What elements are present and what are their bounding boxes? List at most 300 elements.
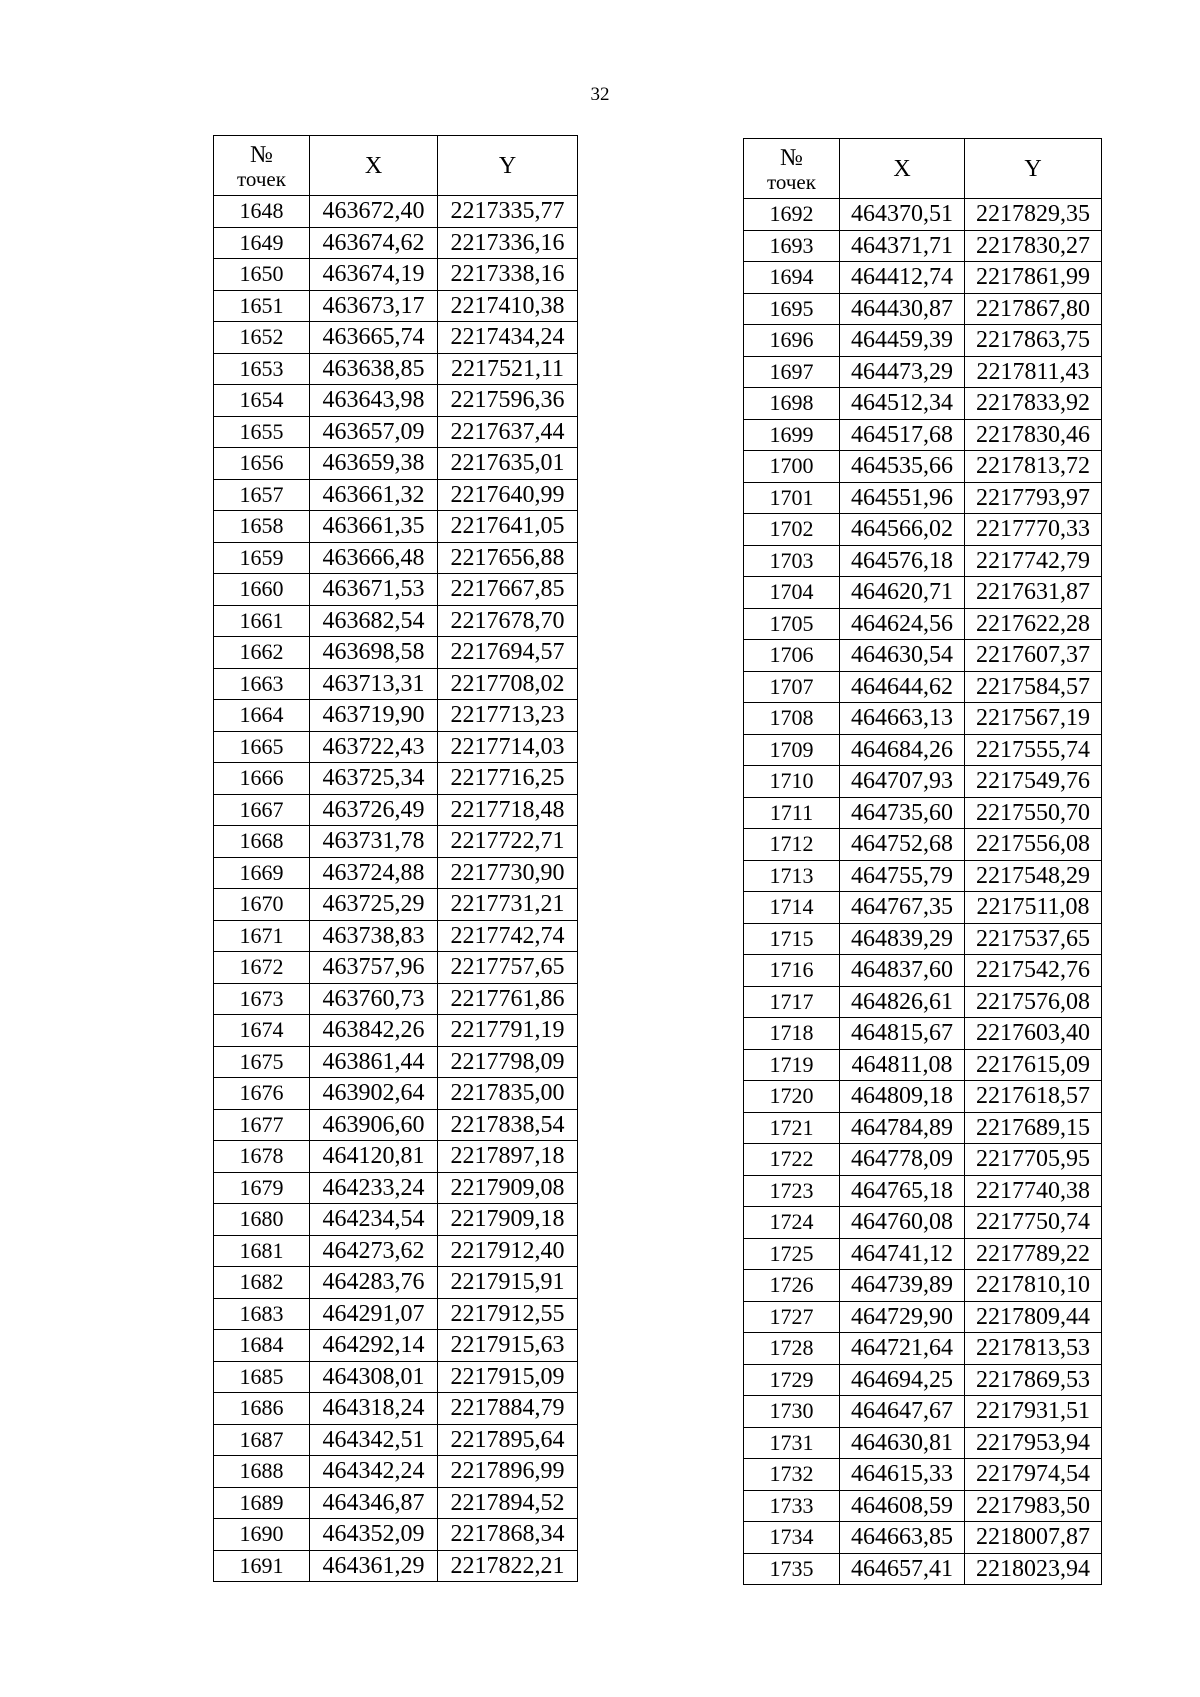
x-coordinate-cell: 463725,34: [310, 763, 438, 795]
y-coordinate-cell: 2217556,08: [965, 829, 1102, 861]
y-coordinate-cell: 2217770,33: [965, 514, 1102, 546]
table-row: [744, 1522, 1102, 1554]
table-row: [744, 388, 1102, 420]
y-coordinate-cell: 2217809,44: [965, 1301, 1102, 1333]
x-coordinate-cell: 464512,34: [840, 388, 965, 420]
point-number-cell: 1677: [214, 1109, 310, 1141]
point-number-cell: 1726: [744, 1270, 840, 1302]
table-row: [214, 416, 578, 448]
point-number-cell: 1735: [744, 1553, 840, 1585]
point-number-cell: 1711: [744, 797, 840, 829]
table-row: [744, 1049, 1102, 1081]
x-coordinate-cell: 463672,40: [310, 196, 438, 228]
x-coordinate-cell: 464739,89: [840, 1270, 965, 1302]
x-coordinate-cell: 463673,17: [310, 290, 438, 322]
y-coordinate-cell: 2217667,85: [438, 574, 578, 606]
point-number-cell: 1659: [214, 542, 310, 574]
point-number-cell: 1675: [214, 1046, 310, 1078]
x-coordinate-cell: 464741,12: [840, 1238, 965, 1270]
x-coordinate-cell: 463661,32: [310, 479, 438, 511]
point-number-cell: 1667: [214, 794, 310, 826]
table-row: [744, 734, 1102, 766]
point-number-cell: 1703: [744, 545, 840, 577]
x-coordinate-cell: 464809,18: [840, 1081, 965, 1113]
header-point-number: [744, 139, 840, 199]
table-row: [214, 259, 578, 291]
table-row: [744, 1018, 1102, 1050]
x-coordinate-cell: 464784,89: [840, 1112, 965, 1144]
y-coordinate-cell: 2217811,43: [965, 356, 1102, 388]
point-number-cell: 1713: [744, 860, 840, 892]
point-number-cell: 1681: [214, 1235, 310, 1267]
point-number-cell: 1684: [214, 1330, 310, 1362]
table-row: [214, 983, 578, 1015]
table-row: [744, 230, 1102, 262]
table-row: [744, 514, 1102, 546]
x-coordinate-cell: 464729,90: [840, 1301, 965, 1333]
point-number-cell: 1655: [214, 416, 310, 448]
y-coordinate-cell: 2217742,74: [438, 920, 578, 952]
table-row: [214, 322, 578, 354]
table-row: [744, 797, 1102, 829]
point-number-cell: 1707: [744, 671, 840, 703]
table-row: [744, 1175, 1102, 1207]
y-coordinate-cell: 2217576,08: [965, 986, 1102, 1018]
x-coordinate-cell: 463674,19: [310, 259, 438, 291]
table-row: [214, 1424, 578, 1456]
y-coordinate-cell: 2217434,24: [438, 322, 578, 354]
x-coordinate-cell: 463842,26: [310, 1015, 438, 1047]
y-coordinate-cell: 2217722,71: [438, 826, 578, 858]
point-number-cell: 1683: [214, 1298, 310, 1330]
table-row: [744, 1553, 1102, 1585]
point-number-cell: 1650: [214, 259, 310, 291]
y-coordinate-cell: 2217336,16: [438, 227, 578, 259]
x-coordinate-cell: 464273,62: [310, 1235, 438, 1267]
x-coordinate-cell: 463722,43: [310, 731, 438, 763]
table-row: [214, 1204, 578, 1236]
y-coordinate-cell: 2217829,35: [965, 199, 1102, 231]
point-number-cell: 1721: [744, 1112, 840, 1144]
y-coordinate-cell: 2217730,90: [438, 857, 578, 889]
point-number-cell: 1706: [744, 640, 840, 672]
table-row: [744, 1396, 1102, 1428]
table-row: [214, 511, 578, 543]
x-coordinate-cell: 464283,76: [310, 1267, 438, 1299]
y-coordinate-cell: 2217983,50: [965, 1490, 1102, 1522]
point-number-cell: 1720: [744, 1081, 840, 1113]
point-number-cell: 1717: [744, 986, 840, 1018]
point-number-cell: 1660: [214, 574, 310, 606]
table-row: [214, 700, 578, 732]
y-coordinate-cell: 2217894,52: [438, 1487, 578, 1519]
point-number-cell: 1664: [214, 700, 310, 732]
table-row: [744, 703, 1102, 735]
x-coordinate-cell: 464647,67: [840, 1396, 965, 1428]
y-coordinate-cell: 2217550,70: [965, 797, 1102, 829]
y-coordinate-cell: 2217896,99: [438, 1456, 578, 1488]
x-coordinate-cell: 464615,33: [840, 1459, 965, 1491]
point-number-cell: 1725: [744, 1238, 840, 1270]
table-row: [214, 353, 578, 385]
y-coordinate-cell: 2217863,75: [965, 325, 1102, 357]
table-row: [744, 419, 1102, 451]
table-row: [744, 829, 1102, 861]
page-number: 32: [590, 84, 610, 105]
point-number-cell: 1727: [744, 1301, 840, 1333]
y-coordinate-cell: 2217813,53: [965, 1333, 1102, 1365]
table-header-row: [744, 139, 1102, 199]
point-number-cell: 1672: [214, 952, 310, 984]
y-coordinate-cell: 2218007,87: [965, 1522, 1102, 1554]
y-coordinate-cell: 2217915,91: [438, 1267, 578, 1299]
table-row: [214, 574, 578, 606]
header-x: X: [310, 136, 438, 196]
x-coordinate-cell: 463902,64: [310, 1078, 438, 1110]
y-coordinate-cell: 2217537,65: [965, 923, 1102, 955]
header-y: Y: [438, 136, 578, 196]
x-coordinate-cell: 464342,51: [310, 1424, 438, 1456]
table-row: [214, 1298, 578, 1330]
y-coordinate-cell: 2217335,77: [438, 196, 578, 228]
table-row: [214, 1267, 578, 1299]
table-row: [214, 1550, 578, 1582]
y-coordinate-cell: 2217716,25: [438, 763, 578, 795]
point-number-cell: 1662: [214, 637, 310, 669]
x-coordinate-cell: 464620,71: [840, 577, 965, 609]
x-coordinate-cell: 463713,31: [310, 668, 438, 700]
x-coordinate-cell: 463726,49: [310, 794, 438, 826]
table-row: [214, 1015, 578, 1047]
table-row: [214, 1235, 578, 1267]
y-coordinate-cell: 2218023,94: [965, 1553, 1102, 1585]
table-row: [744, 1459, 1102, 1491]
point-number-cell: 1658: [214, 511, 310, 543]
y-coordinate-cell: 2217931,51: [965, 1396, 1102, 1428]
x-coordinate-cell: 464760,08: [840, 1207, 965, 1239]
x-coordinate-cell: 464551,96: [840, 482, 965, 514]
y-coordinate-cell: 2217912,40: [438, 1235, 578, 1267]
table-row: [214, 479, 578, 511]
y-coordinate-cell: 2217596,36: [438, 385, 578, 417]
x-coordinate-cell: 464430,87: [840, 293, 965, 325]
header-number-symbol: №: [250, 141, 273, 168]
point-number-cell: 1651: [214, 290, 310, 322]
x-coordinate-cell: 464663,85: [840, 1522, 965, 1554]
table-row: [214, 1393, 578, 1425]
table-row: [744, 640, 1102, 672]
table-header-row: [214, 136, 578, 196]
point-number-cell: 1694: [744, 262, 840, 294]
table-row: [214, 731, 578, 763]
point-number-cell: 1663: [214, 668, 310, 700]
table-row: [744, 451, 1102, 483]
point-number-cell: 1688: [214, 1456, 310, 1488]
table-row: [214, 448, 578, 480]
x-coordinate-cell: 463682,54: [310, 605, 438, 637]
x-coordinate-cell: 464663,13: [840, 703, 965, 735]
y-coordinate-cell: 2217915,63: [438, 1330, 578, 1362]
x-coordinate-cell: 463861,44: [310, 1046, 438, 1078]
table-row: [214, 605, 578, 637]
y-coordinate-cell: 2217631,87: [965, 577, 1102, 609]
y-coordinate-cell: 2217838,54: [438, 1109, 578, 1141]
point-number-cell: 1665: [214, 731, 310, 763]
table-row: [744, 986, 1102, 1018]
table-row: [744, 766, 1102, 798]
x-coordinate-cell: 463698,58: [310, 637, 438, 669]
x-coordinate-cell: 464576,18: [840, 545, 965, 577]
y-coordinate-cell: 2217791,19: [438, 1015, 578, 1047]
point-number-cell: 1678: [214, 1141, 310, 1173]
table-row: [744, 671, 1102, 703]
point-number-cell: 1701: [744, 482, 840, 514]
x-coordinate-cell: 464233,24: [310, 1172, 438, 1204]
table-row: [744, 1427, 1102, 1459]
y-coordinate-cell: 2217338,16: [438, 259, 578, 291]
x-coordinate-cell: 464566,02: [840, 514, 965, 546]
x-coordinate-cell: 464292,14: [310, 1330, 438, 1362]
point-number-cell: 1719: [744, 1049, 840, 1081]
point-number-cell: 1705: [744, 608, 840, 640]
point-number-cell: 1666: [214, 763, 310, 795]
table-row: [214, 889, 578, 921]
point-number-cell: 1724: [744, 1207, 840, 1239]
x-coordinate-cell: 464630,81: [840, 1427, 965, 1459]
table-row: [214, 1519, 578, 1551]
point-number-cell: 1693: [744, 230, 840, 262]
point-number-cell: 1714: [744, 892, 840, 924]
y-coordinate-cell: 2217731,21: [438, 889, 578, 921]
x-coordinate-cell: 464291,07: [310, 1298, 438, 1330]
table-row: [744, 1333, 1102, 1365]
x-coordinate-cell: 464535,66: [840, 451, 965, 483]
table-row: [744, 577, 1102, 609]
point-number-cell: 1682: [214, 1267, 310, 1299]
y-coordinate-cell: 2217622,28: [965, 608, 1102, 640]
table-row: [744, 955, 1102, 987]
table-row: [744, 262, 1102, 294]
y-coordinate-cell: 2217869,53: [965, 1364, 1102, 1396]
x-coordinate-cell: 463666,48: [310, 542, 438, 574]
x-coordinate-cell: 464473,29: [840, 356, 965, 388]
point-number-cell: 1652: [214, 322, 310, 354]
table-row: [214, 196, 578, 228]
y-coordinate-cell: 2217909,08: [438, 1172, 578, 1204]
x-coordinate-cell: 463661,35: [310, 511, 438, 543]
point-number-cell: 1733: [744, 1490, 840, 1522]
point-number-cell: 1710: [744, 766, 840, 798]
table-row: [214, 1078, 578, 1110]
point-number-cell: 1698: [744, 388, 840, 420]
table-row: [744, 293, 1102, 325]
point-number-cell: 1702: [744, 514, 840, 546]
x-coordinate-cell: 464517,68: [840, 419, 965, 451]
x-coordinate-cell: 463760,73: [310, 983, 438, 1015]
y-coordinate-cell: 2217511,08: [965, 892, 1102, 924]
x-coordinate-cell: 464459,39: [840, 325, 965, 357]
x-coordinate-cell: 464721,64: [840, 1333, 965, 1365]
y-coordinate-cell: 2217953,94: [965, 1427, 1102, 1459]
table-row: [744, 356, 1102, 388]
table-row: [214, 637, 578, 669]
x-coordinate-cell: 464657,41: [840, 1553, 965, 1585]
x-coordinate-cell: 464811,08: [840, 1049, 965, 1081]
x-coordinate-cell: 464694,25: [840, 1364, 965, 1396]
y-coordinate-cell: 2217810,10: [965, 1270, 1102, 1302]
y-coordinate-cell: 2217742,79: [965, 545, 1102, 577]
table-row: [214, 826, 578, 858]
point-number-cell: 1648: [214, 196, 310, 228]
y-coordinate-cell: 2217912,55: [438, 1298, 578, 1330]
point-number-cell: 1722: [744, 1144, 840, 1176]
y-coordinate-cell: 2217793,97: [965, 482, 1102, 514]
point-number-cell: 1685: [214, 1361, 310, 1393]
y-coordinate-cell: 2217410,38: [438, 290, 578, 322]
y-coordinate-cell: 2217714,03: [438, 731, 578, 763]
x-coordinate-cell: 463657,09: [310, 416, 438, 448]
y-coordinate-cell: 2217867,80: [965, 293, 1102, 325]
point-number-cell: 1689: [214, 1487, 310, 1519]
table-row: [744, 1238, 1102, 1270]
point-number-cell: 1734: [744, 1522, 840, 1554]
y-coordinate-cell: 2217549,76: [965, 766, 1102, 798]
x-coordinate-cell: 463665,74: [310, 322, 438, 354]
table-row: [744, 199, 1102, 231]
table-row: [744, 1207, 1102, 1239]
x-coordinate-cell: 464837,60: [840, 955, 965, 987]
point-number-cell: 1673: [214, 983, 310, 1015]
y-coordinate-cell: 2217909,18: [438, 1204, 578, 1236]
header-point-number: [214, 136, 310, 196]
y-coordinate-cell: 2217713,23: [438, 700, 578, 732]
point-number-cell: 1732: [744, 1459, 840, 1491]
y-coordinate-cell: 2217718,48: [438, 794, 578, 826]
x-coordinate-cell: 464370,51: [840, 199, 965, 231]
x-coordinate-cell: 464371,71: [840, 230, 965, 262]
x-coordinate-cell: 464346,87: [310, 1487, 438, 1519]
point-number-cell: 1669: [214, 857, 310, 889]
y-coordinate-cell: 2217740,38: [965, 1175, 1102, 1207]
y-coordinate-cell: 2217813,72: [965, 451, 1102, 483]
header-number-symbol: №: [780, 144, 803, 171]
table-row: [744, 545, 1102, 577]
table-row: [744, 860, 1102, 892]
coordinates-table-right: [743, 138, 1102, 1585]
point-number-cell: 1700: [744, 451, 840, 483]
point-number-cell: 1670: [214, 889, 310, 921]
y-coordinate-cell: 2217548,29: [965, 860, 1102, 892]
y-coordinate-cell: 2217897,18: [438, 1141, 578, 1173]
y-coordinate-cell: 2217689,15: [965, 1112, 1102, 1144]
y-coordinate-cell: 2217861,99: [965, 262, 1102, 294]
y-coordinate-cell: 2217615,09: [965, 1049, 1102, 1081]
table-row: [214, 542, 578, 574]
table-row: [744, 892, 1102, 924]
y-coordinate-cell: 2217895,64: [438, 1424, 578, 1456]
point-number-cell: 1680: [214, 1204, 310, 1236]
y-coordinate-cell: 2217607,37: [965, 640, 1102, 672]
table-row: [744, 1144, 1102, 1176]
x-coordinate-cell: 464752,68: [840, 829, 965, 861]
point-number-cell: 1699: [744, 419, 840, 451]
y-coordinate-cell: 2217915,09: [438, 1361, 578, 1393]
x-coordinate-cell: 464630,54: [840, 640, 965, 672]
table-row: [214, 668, 578, 700]
y-coordinate-cell: 2217637,44: [438, 416, 578, 448]
table-row: [214, 1172, 578, 1204]
x-coordinate-cell: 464778,09: [840, 1144, 965, 1176]
x-coordinate-cell: 463659,38: [310, 448, 438, 480]
x-coordinate-cell: 464342,24: [310, 1456, 438, 1488]
table-row: [744, 608, 1102, 640]
y-coordinate-cell: 2217521,11: [438, 353, 578, 385]
point-number-cell: 1691: [214, 1550, 310, 1582]
point-number-cell: 1731: [744, 1427, 840, 1459]
coordinates-table-left: [213, 135, 578, 1582]
y-coordinate-cell: 2217757,65: [438, 952, 578, 984]
y-coordinate-cell: 2217761,86: [438, 983, 578, 1015]
x-coordinate-cell: 463724,88: [310, 857, 438, 889]
point-number-cell: 1730: [744, 1396, 840, 1428]
table-row: [744, 1301, 1102, 1333]
y-coordinate-cell: 2217835,00: [438, 1078, 578, 1110]
y-coordinate-cell: 2217705,95: [965, 1144, 1102, 1176]
table-row: [214, 1361, 578, 1393]
table-row: [744, 1490, 1102, 1522]
table-row: [214, 1330, 578, 1362]
point-number-cell: 1679: [214, 1172, 310, 1204]
table-row: [214, 290, 578, 322]
point-number-cell: 1695: [744, 293, 840, 325]
x-coordinate-cell: 464352,09: [310, 1519, 438, 1551]
x-coordinate-cell: 464767,35: [840, 892, 965, 924]
x-coordinate-cell: 463906,60: [310, 1109, 438, 1141]
x-coordinate-cell: 464624,56: [840, 608, 965, 640]
x-coordinate-cell: 463671,53: [310, 574, 438, 606]
y-coordinate-cell: 2217694,57: [438, 637, 578, 669]
y-coordinate-cell: 2217584,57: [965, 671, 1102, 703]
y-coordinate-cell: 2217868,34: [438, 1519, 578, 1551]
point-number-cell: 1661: [214, 605, 310, 637]
x-coordinate-cell: 464735,60: [840, 797, 965, 829]
point-number-cell: 1709: [744, 734, 840, 766]
point-number-cell: 1668: [214, 826, 310, 858]
table-row: [214, 794, 578, 826]
y-coordinate-cell: 2217884,79: [438, 1393, 578, 1425]
y-coordinate-cell: 2217618,57: [965, 1081, 1102, 1113]
y-coordinate-cell: 2217542,76: [965, 955, 1102, 987]
x-coordinate-cell: 464308,01: [310, 1361, 438, 1393]
point-number-cell: 1718: [744, 1018, 840, 1050]
x-coordinate-cell: 464815,67: [840, 1018, 965, 1050]
point-number-cell: 1690: [214, 1519, 310, 1551]
point-number-cell: 1716: [744, 955, 840, 987]
point-number-cell: 1728: [744, 1333, 840, 1365]
point-number-cell: 1723: [744, 1175, 840, 1207]
table-row: [214, 227, 578, 259]
point-number-cell: 1671: [214, 920, 310, 952]
x-coordinate-cell: 463731,78: [310, 826, 438, 858]
table-row: [214, 763, 578, 795]
point-number-cell: 1704: [744, 577, 840, 609]
x-coordinate-cell: 463757,96: [310, 952, 438, 984]
x-coordinate-cell: 464412,74: [840, 262, 965, 294]
table-row: [214, 952, 578, 984]
table-row: [214, 1046, 578, 1078]
table-row: [744, 923, 1102, 955]
table-row: [214, 1109, 578, 1141]
